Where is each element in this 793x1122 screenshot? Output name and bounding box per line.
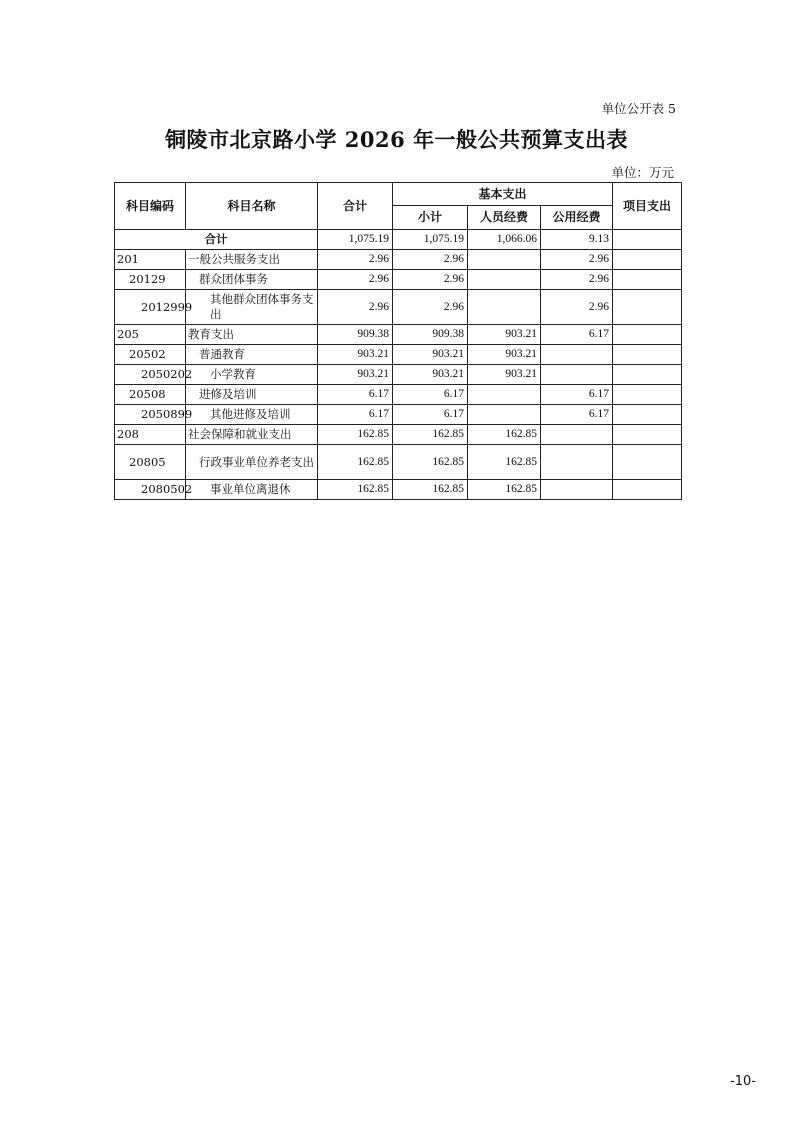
project-cell <box>613 290 682 325</box>
public-cell: 6.17 <box>541 325 613 345</box>
personnel-cell: 162.85 <box>468 480 541 500</box>
public-cell <box>541 480 613 500</box>
total-cell: 903.21 <box>318 365 393 385</box>
name-cell: 一般公共服务支出 <box>186 250 318 270</box>
header-project: 项目支出 <box>613 183 682 230</box>
public-cell <box>541 445 613 480</box>
subtotal-cell: 162.85 <box>393 425 468 445</box>
name-cell: 群众团体事务 <box>186 270 318 290</box>
header-basic: 基本支出 <box>393 183 613 206</box>
header-public: 公用经费 <box>541 206 613 230</box>
name-cell: 教育支出 <box>186 325 318 345</box>
project-cell <box>613 445 682 480</box>
header-code: 科目编码 <box>115 183 186 230</box>
personnel-cell: 162.85 <box>468 445 541 480</box>
subtotal-cell: 903.21 <box>393 365 468 385</box>
header-name: 科目名称 <box>186 183 318 230</box>
code-cell: 2012999 <box>115 290 186 325</box>
total-label: 合计 <box>115 230 318 250</box>
public-cell <box>541 425 613 445</box>
project-cell <box>613 365 682 385</box>
subtotal-cell: 2.96 <box>393 290 468 325</box>
name-cell: 其他群众团体事务支出 <box>186 290 318 325</box>
name-cell: 其他进修及培训 <box>186 405 318 425</box>
code-cell: 208 <box>115 425 186 445</box>
total-cell: 6.17 <box>318 405 393 425</box>
code-cell: 2050899 <box>115 405 186 425</box>
personnel-cell <box>468 250 541 270</box>
public-cell <box>541 365 613 385</box>
personnel-cell: 903.21 <box>468 345 541 365</box>
subtotal-cell: 2.96 <box>393 270 468 290</box>
subtotal-cell: 6.17 <box>393 405 468 425</box>
name-cell: 事业单位离退休 <box>186 480 318 500</box>
project-cell <box>613 230 682 250</box>
total-cell: 162.85 <box>318 445 393 480</box>
header-subtotal: 小计 <box>393 206 468 230</box>
project-cell <box>613 405 682 425</box>
table-row <box>115 365 682 385</box>
public-cell: 2.96 <box>541 290 613 325</box>
table-row <box>115 385 682 405</box>
personnel-cell: 1,066.06 <box>468 230 541 250</box>
public-cell: 6.17 <box>541 405 613 425</box>
name-cell: 行政事业单位养老支出 <box>186 445 318 480</box>
table-row <box>115 425 682 445</box>
code-cell: 205 <box>115 325 186 345</box>
header-total: 合计 <box>318 183 393 230</box>
code-cell: 2080502 <box>115 480 186 500</box>
page-number: -10- <box>730 1074 756 1089</box>
table-row <box>115 480 682 500</box>
subtotal-cell: 162.85 <box>393 480 468 500</box>
project-cell <box>613 345 682 365</box>
public-cell: 9.13 <box>541 230 613 250</box>
total-cell: 162.85 <box>318 480 393 500</box>
name-cell: 进修及培训 <box>186 385 318 405</box>
form-code: 单位公开表 5 <box>601 101 676 116</box>
name-cell: 普通教育 <box>186 345 318 365</box>
table-row <box>115 325 682 345</box>
code-cell: 20805 <box>115 445 186 480</box>
total-cell: 2.96 <box>318 270 393 290</box>
personnel-cell <box>468 385 541 405</box>
project-cell <box>613 425 682 445</box>
table-row <box>115 445 682 480</box>
project-cell <box>613 270 682 290</box>
public-cell: 2.96 <box>541 250 613 270</box>
unit-label: 单位：万元 <box>611 165 674 180</box>
public-cell: 6.17 <box>541 385 613 405</box>
total-cell: 1,075.19 <box>318 230 393 250</box>
name-cell: 小学教育 <box>186 365 318 385</box>
name-cell: 社会保障和就业支出 <box>186 425 318 445</box>
total-cell: 2.96 <box>318 250 393 270</box>
code-cell: 20502 <box>115 345 186 365</box>
code-cell: 201 <box>115 250 186 270</box>
code-cell: 2050202 <box>115 365 186 385</box>
code-cell: 20129 <box>115 270 186 290</box>
table-row <box>115 290 682 325</box>
total-row <box>115 230 682 250</box>
project-cell <box>613 480 682 500</box>
table-row <box>115 250 682 270</box>
project-cell <box>613 250 682 270</box>
header-personnel: 人员经费 <box>468 206 541 230</box>
subtotal-cell: 2.96 <box>393 250 468 270</box>
personnel-cell <box>468 290 541 325</box>
subtotal-cell: 6.17 <box>393 385 468 405</box>
public-cell: 2.96 <box>541 270 613 290</box>
subtotal-cell: 1,075.19 <box>393 230 468 250</box>
public-cell <box>541 345 613 365</box>
personnel-cell: 903.21 <box>468 325 541 345</box>
total-cell: 2.96 <box>318 290 393 325</box>
table-row <box>115 345 682 365</box>
personnel-cell: 903.21 <box>468 365 541 385</box>
budget-table <box>114 182 682 500</box>
total-cell: 903.21 <box>318 345 393 365</box>
personnel-cell <box>468 270 541 290</box>
page-title: 铜陵市北京路小学 2026 年一般公共预算支出表 <box>164 127 629 152</box>
total-cell: 162.85 <box>318 425 393 445</box>
subtotal-cell: 903.21 <box>393 345 468 365</box>
subtotal-cell: 909.38 <box>393 325 468 345</box>
project-cell <box>613 385 682 405</box>
total-cell: 909.38 <box>318 325 393 345</box>
subtotal-cell: 162.85 <box>393 445 468 480</box>
project-cell <box>613 325 682 345</box>
code-cell: 20508 <box>115 385 186 405</box>
table-row <box>115 405 682 425</box>
personnel-cell: 162.85 <box>468 425 541 445</box>
personnel-cell <box>468 405 541 425</box>
total-cell: 6.17 <box>318 385 393 405</box>
table-row <box>115 270 682 290</box>
